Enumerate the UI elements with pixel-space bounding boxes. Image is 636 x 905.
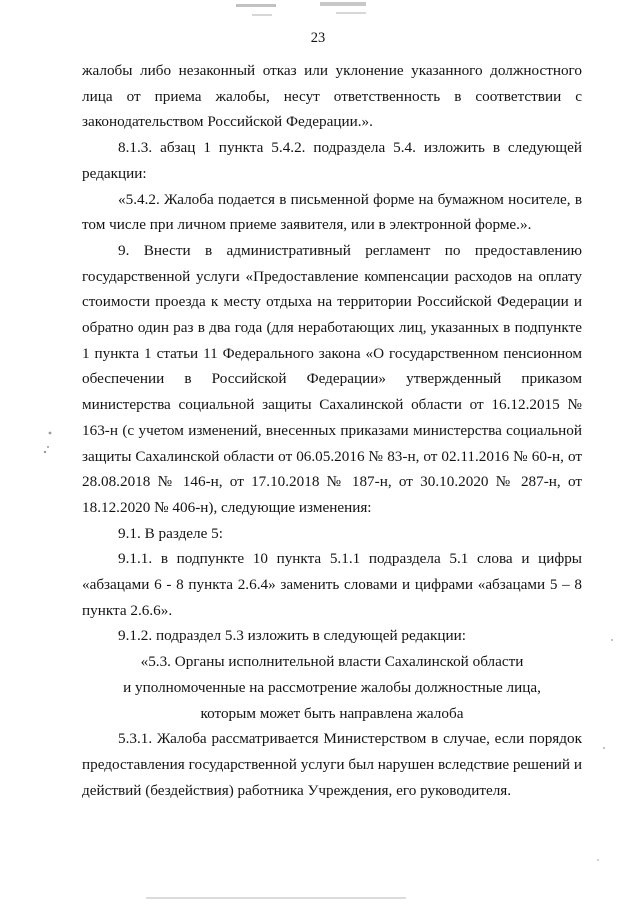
- paragraph-9-amendments: 9. Внести в административный регламент по предоставлению государственной услуги «Предоставление компенсации расходов на оплату стоимости проезда к месту отдыха на территории Российской Федерации и обратно один раз в два года (для неработающих лиц, указанных в подпункте 1 пункта 1 статьи 11 Федерального закона «О государственном пенсионном обеспечении в Российской Федерации» утвержденный приказом министерства социальной защиты Сахалинской области от 16.12.2015 № 163-н (с учетом изменений, внесенных приказами министерства социальной защиты Сахалинской области от 06.05.2016 № 83-н, от 02.11.2016 № 60-н, от 28.08.2018 № 146-н, от 17.10.2018 № 187-н, от 30.10.2020 № 287-н, от 18.12.2020 № 406-н), следующие изменения:: [82, 241, 582, 516]
- page-number: 23: [310, 30, 326, 46]
- section-heading-line-3: которым может быть направлена жалоба: [200, 704, 464, 722]
- section-heading-line-2: и уполномоченные на рассмотрение жалобы должностные лица,: [123, 678, 541, 696]
- paragraph-9-1-1: 9.1.1. в подпункте 10 пункта 5.1.1 подраздела 5.1 слова и цифры «абзацами 6 - 8 пункта 2.6.4» заменить словами и цифрами «абзацами 5 – 8 пункта 2.6.6».: [82, 550, 582, 619]
- paragraph-5-3-1: 5.3.1. Жалоба рассматривается Министерством в случае, если порядок предоставления государственной услуги был нарушен вследствие решений и действий (бездействия) работника Учреждения, его руководителя.: [82, 730, 582, 799]
- paragraph-8-1-3: 8.1.3. абзац 1 пункта 5.4.2. подраздела 5.4. изложить в следующей редакции:: [82, 139, 582, 182]
- paragraph-5-4-2-quote: «5.4.2. Жалоба подается в письменной форме на бумажном носителе, в том числе при личном приеме заявителя, или в электронной форме.».: [82, 190, 582, 234]
- paragraph-complaint-liability: жалобы либо незаконный отказ или уклонение указанного должностного лица от приема жалобы, несут ответственность в соответствии с законодательством Российской Федерации.».: [82, 62, 582, 131]
- section-heading-line-1: «5.3. Органы исполнительной власти Сахалинской области: [140, 653, 524, 671]
- paragraph-9-1-2: 9.1.2. подраздел 5.3 изложить в следующей редакции:: [118, 627, 467, 645]
- paragraph-9-1: 9.1. В разделе 5:: [118, 524, 223, 542]
- document-body: [82, 58, 582, 803]
